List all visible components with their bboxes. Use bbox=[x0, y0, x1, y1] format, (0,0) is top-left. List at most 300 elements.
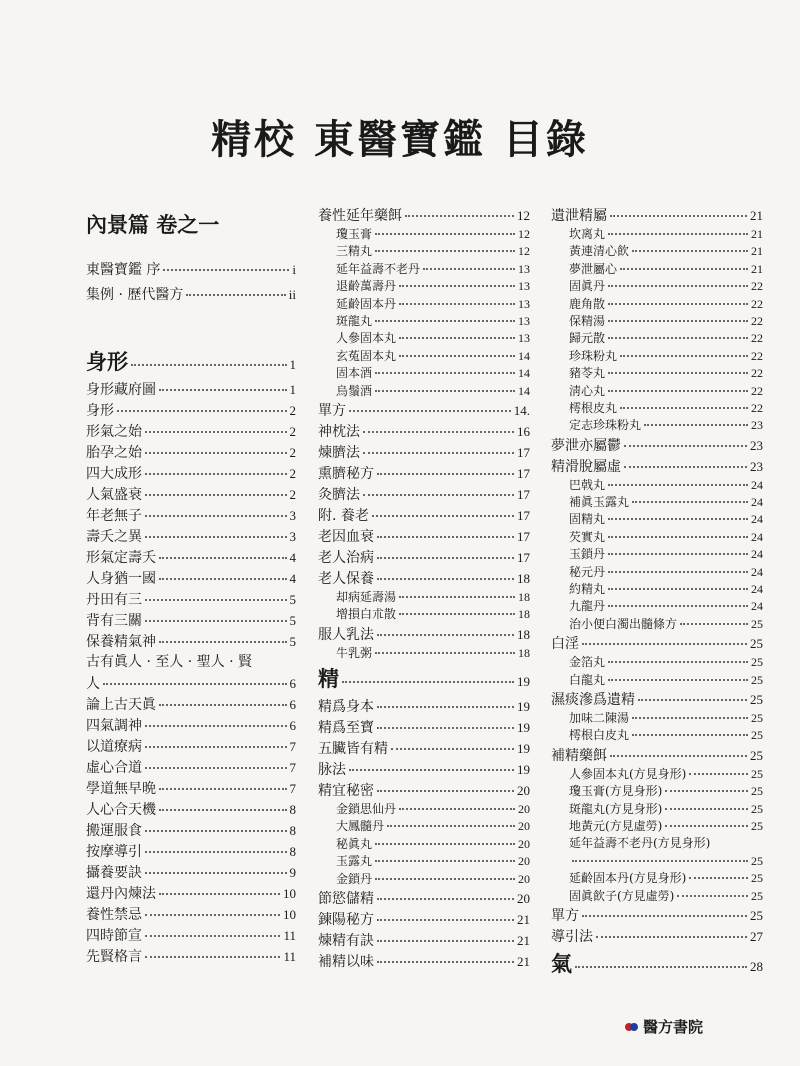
toc-entry bbox=[551, 835, 763, 852]
toc-entry bbox=[551, 905, 763, 926]
dot-leader bbox=[680, 623, 748, 625]
toc-entry-title: 金鎖丹 bbox=[336, 871, 373, 886]
page-number: 2 bbox=[289, 424, 296, 439]
toc-entry-title: 身形 bbox=[86, 403, 114, 419]
toc-entry-title: 以道療病 bbox=[86, 739, 142, 755]
toc-entry-title: 內景篇 卷之一 bbox=[86, 212, 220, 237]
toc-entry-title: 老因血衰 bbox=[318, 528, 374, 545]
page-number: 7 bbox=[289, 739, 296, 754]
toc-entry-title: 老人保養 bbox=[318, 570, 374, 587]
toc-entry-title: 學道無早晩 bbox=[86, 781, 156, 797]
toc-entry bbox=[318, 624, 530, 645]
toc-entry-title: 人參固本丸(方見身形) bbox=[569, 766, 687, 781]
page-number: 25 bbox=[750, 747, 763, 763]
page-number: 11 bbox=[283, 928, 296, 943]
dot-leader bbox=[159, 788, 287, 790]
toc-entry-title: 玉鎖丹 bbox=[569, 547, 606, 562]
dot-leader bbox=[145, 494, 287, 496]
toc-entry bbox=[86, 484, 296, 505]
page-number: 22 bbox=[751, 366, 763, 381]
dot-leader bbox=[145, 956, 280, 958]
page-number: 6 bbox=[289, 718, 296, 733]
page-number: 24 bbox=[751, 495, 763, 510]
toc-entry bbox=[86, 673, 296, 694]
page-number: 19 bbox=[517, 762, 530, 778]
toc-entry-title: 養性延年藥餌 bbox=[318, 208, 402, 224]
page-number: 12 bbox=[518, 227, 530, 241]
page-number: 19 bbox=[517, 699, 530, 715]
toc-entry-title: 脉法 bbox=[318, 762, 346, 779]
dot-leader bbox=[145, 830, 287, 832]
toc-entry bbox=[551, 313, 763, 330]
dot-leader bbox=[159, 389, 287, 391]
dot-leader bbox=[377, 634, 514, 636]
page-number: 20 bbox=[518, 836, 530, 851]
toc-entry-title: 歸元散 bbox=[569, 331, 606, 346]
toc-entry-title: 古有眞人 · 至人 · 聖人 · 賢 bbox=[86, 654, 253, 670]
dot-leader bbox=[665, 808, 748, 810]
page-number: 20 bbox=[518, 854, 530, 869]
dot-leader bbox=[632, 734, 748, 736]
dot-leader bbox=[399, 596, 515, 598]
toc-entry bbox=[318, 888, 530, 909]
toc-entry-title: 玄菟固本丸 bbox=[336, 348, 397, 363]
toc-entry-title: 服人乳法 bbox=[318, 626, 374, 643]
toc-entry-title: 論上古天眞 bbox=[86, 697, 156, 713]
toc-entry-title: 加味二陳湯 bbox=[569, 710, 630, 725]
page-number: 18 bbox=[518, 645, 530, 660]
toc-entry-title: 地黃元(方見虛勞) bbox=[569, 818, 663, 833]
page-number: 25 bbox=[751, 801, 763, 816]
page-number: 22 bbox=[751, 400, 763, 415]
dot-leader bbox=[610, 755, 747, 757]
page-number: 19 bbox=[517, 674, 530, 690]
toc-entry-title: 精宜秘密 bbox=[318, 783, 374, 800]
dot-leader bbox=[372, 515, 514, 517]
toc-entry-title: 黃連清心飮 bbox=[569, 244, 630, 259]
toc-entry bbox=[551, 546, 763, 563]
dot-leader bbox=[145, 851, 287, 853]
toc-entry bbox=[551, 727, 763, 744]
toc-entry-title: 約精丸 bbox=[569, 582, 606, 597]
toc-entry bbox=[551, 330, 763, 347]
toc-entry bbox=[318, 606, 530, 623]
toc-entry-title: 定志珍珠粉丸 bbox=[569, 418, 642, 433]
toc-entry bbox=[318, 205, 530, 226]
toc-entry bbox=[318, 568, 530, 589]
toc-entry-title: 煉臍法 bbox=[318, 444, 360, 461]
dot-leader bbox=[575, 966, 747, 968]
toc-entry bbox=[318, 589, 530, 606]
dot-leader bbox=[377, 536, 514, 538]
toc-entry-title: 玉露丸 bbox=[336, 854, 373, 869]
toc-entry-title: 年老無子 bbox=[86, 508, 142, 524]
dot-leader bbox=[608, 320, 748, 322]
toc-entry bbox=[551, 633, 763, 654]
dot-leader bbox=[145, 935, 280, 937]
dot-leader bbox=[145, 620, 287, 622]
toc-entry bbox=[318, 442, 530, 463]
toc-entry bbox=[86, 505, 296, 526]
toc-entry bbox=[318, 871, 530, 888]
dot-leader bbox=[632, 717, 748, 719]
dot-leader bbox=[608, 679, 748, 681]
page-number: 21 bbox=[517, 933, 530, 949]
toc-entry-title: 三精丸 bbox=[336, 244, 373, 259]
toc-entry bbox=[551, 853, 763, 870]
toc-entry bbox=[318, 463, 530, 484]
page-title: 精校 東醫寶鑑 目錄 bbox=[211, 116, 589, 163]
dot-leader bbox=[145, 767, 287, 769]
dot-leader bbox=[608, 337, 748, 339]
dot-leader bbox=[608, 285, 748, 287]
page-number: 13 bbox=[518, 331, 530, 346]
toc-entry-title: 人參固本丸 bbox=[336, 331, 397, 346]
page-number: 17 bbox=[517, 549, 530, 565]
page-number: 1 bbox=[289, 382, 296, 397]
dot-leader bbox=[375, 390, 515, 392]
toc-entry bbox=[86, 526, 296, 547]
toc-entry bbox=[551, 654, 763, 671]
toc-entry bbox=[86, 925, 296, 946]
page-number: 5 bbox=[289, 634, 296, 649]
dot-leader bbox=[377, 473, 514, 475]
page-number: 2 bbox=[289, 487, 296, 502]
page-number: 24 bbox=[751, 547, 763, 562]
dot-leader bbox=[186, 294, 285, 296]
dot-leader bbox=[145, 515, 287, 517]
toc-entry bbox=[551, 783, 763, 800]
page-number: 19 bbox=[517, 720, 530, 736]
page-number: 13 bbox=[518, 261, 530, 276]
dot-leader bbox=[665, 825, 748, 827]
page-number: i bbox=[292, 262, 296, 277]
toc-entry-title: 治小便白濁出髓條方 bbox=[569, 616, 678, 631]
toc-entry bbox=[86, 284, 296, 305]
dot-leader bbox=[423, 268, 515, 270]
toc-entry bbox=[86, 736, 296, 757]
toc-entry-title: 退齡萬壽丹 bbox=[336, 279, 397, 294]
page-number: 5 bbox=[289, 592, 296, 607]
toc-entry bbox=[318, 243, 530, 260]
toc-entry bbox=[318, 738, 530, 759]
toc-entry bbox=[318, 909, 530, 930]
dot-leader bbox=[375, 250, 515, 252]
toc-entry-title: 大鳳髓丹 bbox=[336, 819, 385, 834]
dot-leader bbox=[582, 643, 747, 645]
toc-column-2 bbox=[318, 205, 530, 972]
toc-entry bbox=[318, 853, 530, 870]
page-number: 7 bbox=[289, 760, 296, 775]
toc-entry-title: 秘眞丸 bbox=[336, 836, 373, 851]
toc-entry bbox=[318, 759, 530, 780]
dot-leader bbox=[596, 936, 747, 938]
page-number: 6 bbox=[289, 697, 296, 712]
toc-entry bbox=[551, 296, 763, 313]
toc-entry-title: 芡實丸 bbox=[569, 529, 606, 544]
page-number: 25 bbox=[750, 691, 763, 707]
toc-entry-title: 增損白朮散 bbox=[336, 607, 397, 622]
dot-leader bbox=[644, 424, 748, 426]
toc-entry bbox=[551, 564, 763, 581]
toc-entry-title: 攝養要訣 bbox=[86, 865, 142, 881]
toc-entry-title: 背有三關 bbox=[86, 613, 142, 629]
toc-entry bbox=[551, 456, 763, 477]
dot-leader bbox=[377, 898, 514, 900]
toc-entry bbox=[318, 717, 530, 738]
page-number: 21 bbox=[517, 912, 530, 928]
dot-leader bbox=[363, 494, 514, 496]
dot-leader bbox=[363, 431, 514, 433]
page-number: 4 bbox=[289, 550, 296, 565]
page-number: 18 bbox=[518, 607, 530, 622]
page-number: 7 bbox=[289, 781, 296, 796]
toc-entry bbox=[551, 581, 763, 598]
dot-leader bbox=[582, 915, 747, 917]
toc-entry-title: 延齡固本丹(方見身形) bbox=[569, 871, 687, 886]
toc-entry-title: 搬運服食 bbox=[86, 823, 142, 839]
dot-leader bbox=[677, 895, 748, 897]
toc-entry bbox=[86, 463, 296, 484]
page-number: 13 bbox=[518, 296, 530, 311]
toc-entry-title: 斑龍丸(方見身形) bbox=[569, 801, 663, 816]
dot-leader bbox=[624, 466, 747, 468]
toc-entry bbox=[86, 547, 296, 568]
page-number: 21 bbox=[751, 261, 763, 276]
toc-entry-title: 瓊玉膏 bbox=[336, 227, 373, 241]
page-number: 17 bbox=[517, 486, 530, 502]
toc-entry bbox=[318, 226, 530, 243]
toc-entry-title: 補精藥餌 bbox=[551, 747, 607, 764]
toc-entry bbox=[551, 226, 763, 243]
dot-leader bbox=[363, 452, 514, 454]
page-number: 28 bbox=[750, 958, 763, 974]
toc-entry-title: 樗根皮丸 bbox=[569, 400, 618, 415]
page-number: 25 bbox=[751, 853, 763, 868]
toc-entry-title: 金鎖思仙丹 bbox=[336, 802, 397, 817]
toc-entry-title: 白龍丸 bbox=[569, 672, 606, 687]
page-number: 22 bbox=[751, 383, 763, 398]
page-number: 21 bbox=[751, 244, 763, 259]
toc-entry-title: 延年益壽不老丹(方見身形) bbox=[569, 836, 711, 851]
page-number: 2 bbox=[289, 445, 296, 460]
dot-leader bbox=[145, 725, 287, 727]
page-number: 12 bbox=[518, 244, 530, 259]
dot-leader bbox=[159, 578, 287, 580]
toc-entry bbox=[551, 205, 763, 226]
toc-entry bbox=[318, 801, 530, 818]
dot-leader bbox=[399, 303, 515, 305]
dot-leader bbox=[608, 536, 748, 538]
page-number: 20 bbox=[517, 891, 530, 907]
toc-entry bbox=[551, 348, 763, 365]
page-number: 25 bbox=[751, 766, 763, 781]
toc-entry-title: 集例 · 歷代醫方 bbox=[86, 287, 184, 303]
page-number: 25 bbox=[751, 784, 763, 799]
page-number: 1 bbox=[289, 357, 296, 372]
dot-leader bbox=[145, 473, 287, 475]
toc-entry bbox=[551, 529, 763, 546]
volume-heading bbox=[86, 205, 296, 245]
toc-entry-title: 淸心丸 bbox=[569, 383, 606, 398]
toc-entry bbox=[318, 696, 530, 717]
page-number: 22 bbox=[751, 348, 763, 363]
toc-entry bbox=[86, 862, 296, 883]
toc-entry bbox=[318, 818, 530, 835]
page-number: 25 bbox=[751, 672, 763, 687]
toc-entry-title: 節慾儲精 bbox=[318, 891, 374, 908]
page-number: 20 bbox=[517, 783, 530, 799]
toc-entry bbox=[86, 379, 296, 400]
page-number: 22 bbox=[751, 313, 763, 328]
toc-entry-title: 灸臍法 bbox=[318, 486, 360, 503]
dot-leader bbox=[377, 961, 514, 963]
toc-entry-title: 單方 bbox=[318, 402, 346, 419]
dot-leader bbox=[608, 390, 748, 392]
toc-entry-title: 固本酒 bbox=[336, 366, 373, 381]
page-number: 23 bbox=[751, 418, 763, 433]
toc-entry-title: 保養精氣神 bbox=[86, 634, 156, 650]
page-number: 2 bbox=[289, 403, 296, 418]
page-number: 24 bbox=[751, 582, 763, 597]
page-number: 21 bbox=[751, 227, 763, 241]
publisher-footer bbox=[625, 1016, 703, 1037]
toc-entry bbox=[551, 926, 763, 947]
page-number: 14 bbox=[518, 348, 530, 363]
toc-entry-title: 延齡固本丹 bbox=[336, 296, 397, 311]
section-heading bbox=[318, 662, 530, 696]
toc-entry-title: 斑龍丸 bbox=[336, 313, 373, 328]
toc-entry-title: 胎孕之始 bbox=[86, 445, 142, 461]
dot-leader bbox=[608, 372, 748, 374]
toc-entry-title: 單方 bbox=[551, 907, 579, 924]
toc-entry bbox=[86, 421, 296, 442]
toc-entry-title: 附. 養老 bbox=[318, 507, 369, 524]
toc-entry-title: 精滑脫屬虛 bbox=[551, 458, 621, 475]
toc-entry-title: 金箔丸 bbox=[569, 655, 606, 670]
page-number: 18 bbox=[517, 570, 530, 586]
page-number: 17 bbox=[517, 528, 530, 544]
toc-entry-title: 身形藏府圖 bbox=[86, 382, 156, 398]
page-number: 25 bbox=[750, 907, 763, 923]
page-number: 22 bbox=[751, 296, 763, 311]
page-number: 25 bbox=[751, 710, 763, 725]
toc-entry-title: 瓊玉膏(方見身形) bbox=[569, 784, 663, 799]
toc-entry-title: 先賢格言 bbox=[86, 949, 142, 965]
dot-leader bbox=[145, 431, 287, 433]
toc-entry bbox=[318, 296, 530, 313]
dot-leader bbox=[608, 484, 748, 486]
page-number: 23 bbox=[750, 437, 763, 453]
page-number: 8 bbox=[289, 823, 296, 838]
toc-entry-title: 神枕法 bbox=[318, 423, 360, 440]
dot-leader bbox=[377, 706, 514, 708]
toc-entry-title: 精爲身本 bbox=[318, 699, 374, 716]
toc-entry bbox=[86, 631, 296, 652]
page-number: 3 bbox=[289, 529, 296, 544]
toc-entry bbox=[318, 547, 530, 568]
dot-leader bbox=[399, 808, 515, 810]
page-number: 14 bbox=[518, 366, 530, 381]
toc-entry bbox=[551, 689, 763, 710]
toc-entry bbox=[318, 836, 530, 853]
dot-leader bbox=[387, 825, 515, 827]
toc-entry bbox=[86, 400, 296, 421]
dot-leader bbox=[608, 661, 748, 663]
toc-entry bbox=[318, 261, 530, 278]
dot-leader bbox=[610, 215, 747, 217]
toc-entry-title: 夢泄亦屬鬱 bbox=[551, 437, 621, 454]
toc-entry-title: 坎离丸 bbox=[569, 227, 606, 241]
page-number: 11 bbox=[283, 949, 296, 964]
toc-entry-title: 珍珠粉丸 bbox=[569, 348, 618, 363]
page-number: 25 bbox=[751, 616, 763, 631]
toc-entry bbox=[551, 383, 763, 400]
toc-entry-title: 還丹內煉法 bbox=[86, 886, 156, 902]
toc-entry-title: 夢泄屬心 bbox=[569, 261, 618, 276]
toc-entry bbox=[86, 778, 296, 799]
page-number: 22 bbox=[751, 279, 763, 294]
dot-leader bbox=[377, 578, 514, 580]
toc-entry-title: 人身猶一國 bbox=[86, 571, 156, 587]
toc-entry bbox=[318, 383, 530, 400]
toc-entry-title: 豬苓丸 bbox=[569, 366, 606, 381]
dot-leader bbox=[377, 727, 514, 729]
toc-entry bbox=[86, 652, 296, 673]
dot-leader bbox=[689, 877, 748, 879]
toc-entry-title: 延年益壽不老丹 bbox=[336, 261, 421, 276]
dot-leader bbox=[375, 372, 515, 374]
toc-entry bbox=[551, 672, 763, 689]
toc-entry bbox=[86, 757, 296, 778]
toc-entry bbox=[551, 261, 763, 278]
toc-entry bbox=[318, 505, 530, 526]
toc-entry-title: 氣 bbox=[551, 950, 572, 976]
toc-entry-title: 巴戟丸 bbox=[569, 477, 606, 492]
toc-entry bbox=[551, 870, 763, 887]
toc-entry-title: 養性禁忌 bbox=[86, 907, 142, 923]
dot-leader bbox=[608, 233, 748, 235]
toc-entry bbox=[551, 278, 763, 295]
toc-entry bbox=[86, 442, 296, 463]
page-number: 18 bbox=[517, 626, 530, 642]
page-number: 20 bbox=[518, 802, 530, 817]
toc-entry-title: 烏鬚酒 bbox=[336, 383, 373, 398]
page-number: 2 bbox=[289, 466, 296, 481]
toc-entry-title: 固精丸 bbox=[569, 512, 606, 527]
toc-column-1 bbox=[86, 205, 296, 967]
dot-leader bbox=[377, 790, 514, 792]
toc-entry bbox=[551, 888, 763, 905]
page-number: 27 bbox=[750, 928, 763, 944]
page-number: 10 bbox=[283, 907, 296, 922]
toc-entry-title: 濕痰滲爲遺精 bbox=[551, 691, 635, 708]
page-number: 12 bbox=[517, 208, 530, 223]
page-number: 17 bbox=[517, 465, 530, 481]
dot-leader bbox=[159, 893, 280, 895]
toc-entry-title: 東醫寶鑑 序 bbox=[86, 262, 161, 278]
page-number: 25 bbox=[751, 655, 763, 670]
dot-leader bbox=[624, 445, 747, 447]
toc-entry bbox=[86, 883, 296, 904]
page-number: 14. bbox=[513, 402, 530, 418]
toc-entry bbox=[86, 259, 296, 280]
toc-entry-title: 樗根白皮丸 bbox=[569, 728, 630, 743]
page-number: 13 bbox=[518, 313, 530, 328]
toc-entry bbox=[551, 477, 763, 494]
toc-entry-title: 牛乳粥 bbox=[336, 645, 373, 660]
dot-leader bbox=[377, 940, 514, 942]
